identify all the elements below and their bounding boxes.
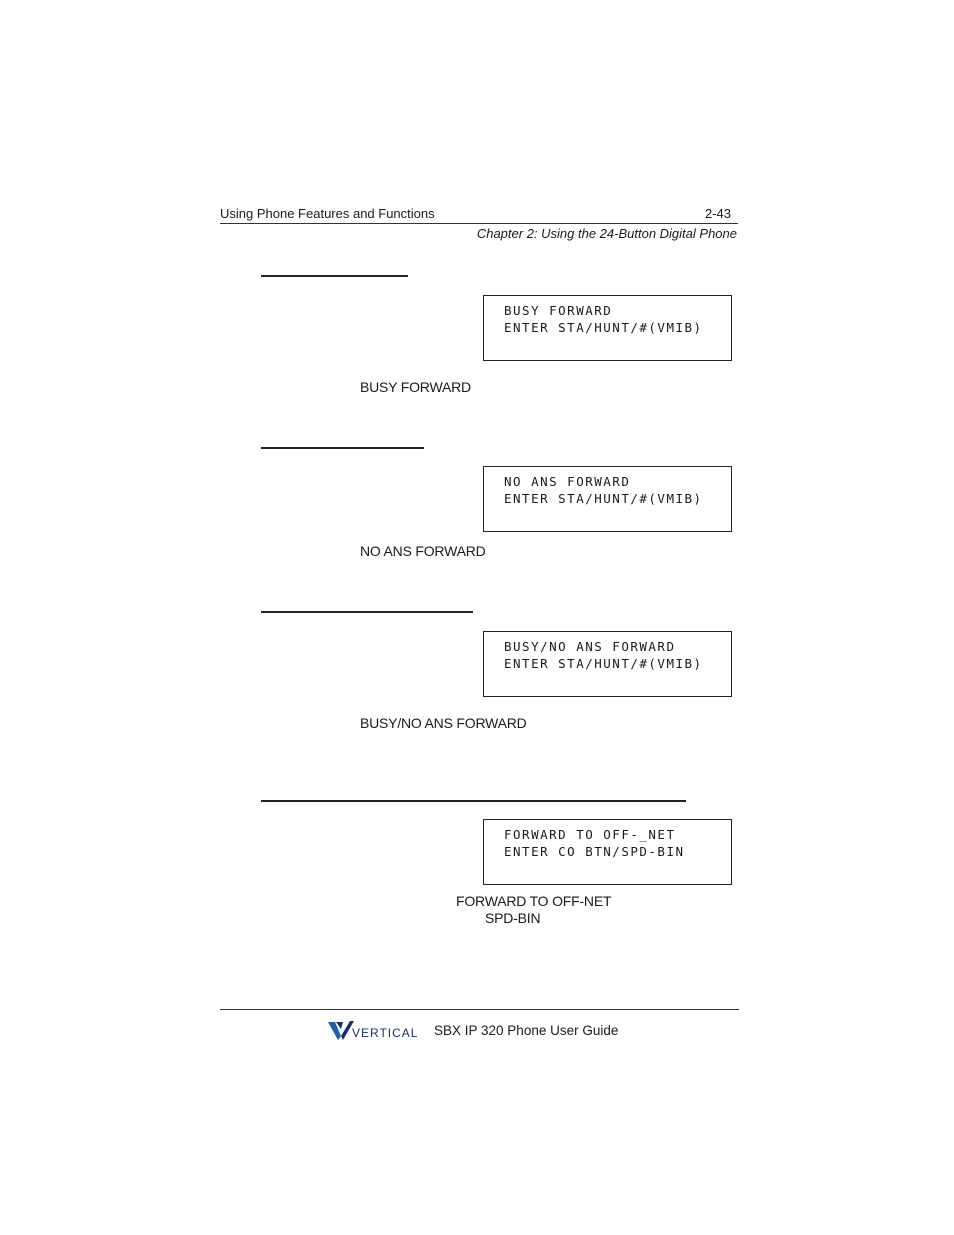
lcd-line-2: ENTER STA/HUNT/#(VMIB): [504, 656, 703, 671]
header-section-title: Using Phone Features and Functions: [220, 206, 435, 221]
lcd-line-1: BUSY/NO ANS FORWARD: [504, 639, 676, 654]
section-heading-rule: [261, 800, 686, 802]
footer-guide-title: SBX IP 320 Phone User Guide: [434, 1023, 619, 1038]
lcd-display: [483, 295, 732, 361]
lcd-line-2: ENTER STA/HUNT/#(VMIB): [504, 320, 703, 335]
lcd-line-1: BUSY FORWARD: [504, 303, 613, 318]
display-caption: BUSY/NO ANS FORWARD: [360, 715, 527, 731]
lcd-line-1: FORWARD TO OFF-_NET: [504, 827, 676, 842]
chapter-title: Chapter 2: Using the 24-Button Digital Phone: [476, 226, 737, 241]
section-heading-rule: [261, 275, 408, 277]
lcd-line-2: ENTER STA/HUNT/#(VMIB): [504, 491, 703, 506]
header-divider: [220, 223, 738, 224]
lcd-display: [483, 631, 732, 697]
lcd-display: [483, 466, 732, 532]
section-heading-rule: [261, 611, 473, 613]
lcd-display: [483, 819, 732, 885]
display-caption-secondary: SPD-BIN: [485, 910, 541, 926]
display-caption: FORWARD TO OFF-NET: [456, 893, 612, 909]
lcd-line-2: ENTER CO BTN/SPD-BIN: [504, 844, 685, 859]
lcd-line-1: NO ANS FORWARD: [504, 474, 631, 489]
section-heading-rule: [261, 447, 424, 449]
logo-wordmark: VERTICAL: [352, 1026, 419, 1040]
vertical-logo: [328, 1020, 428, 1042]
display-caption: NO ANS FORWARD: [360, 543, 486, 559]
header-page-number: 2-43: [705, 206, 732, 221]
display-caption: BUSY FORWARD: [360, 379, 471, 395]
footer-divider: [220, 1009, 739, 1010]
